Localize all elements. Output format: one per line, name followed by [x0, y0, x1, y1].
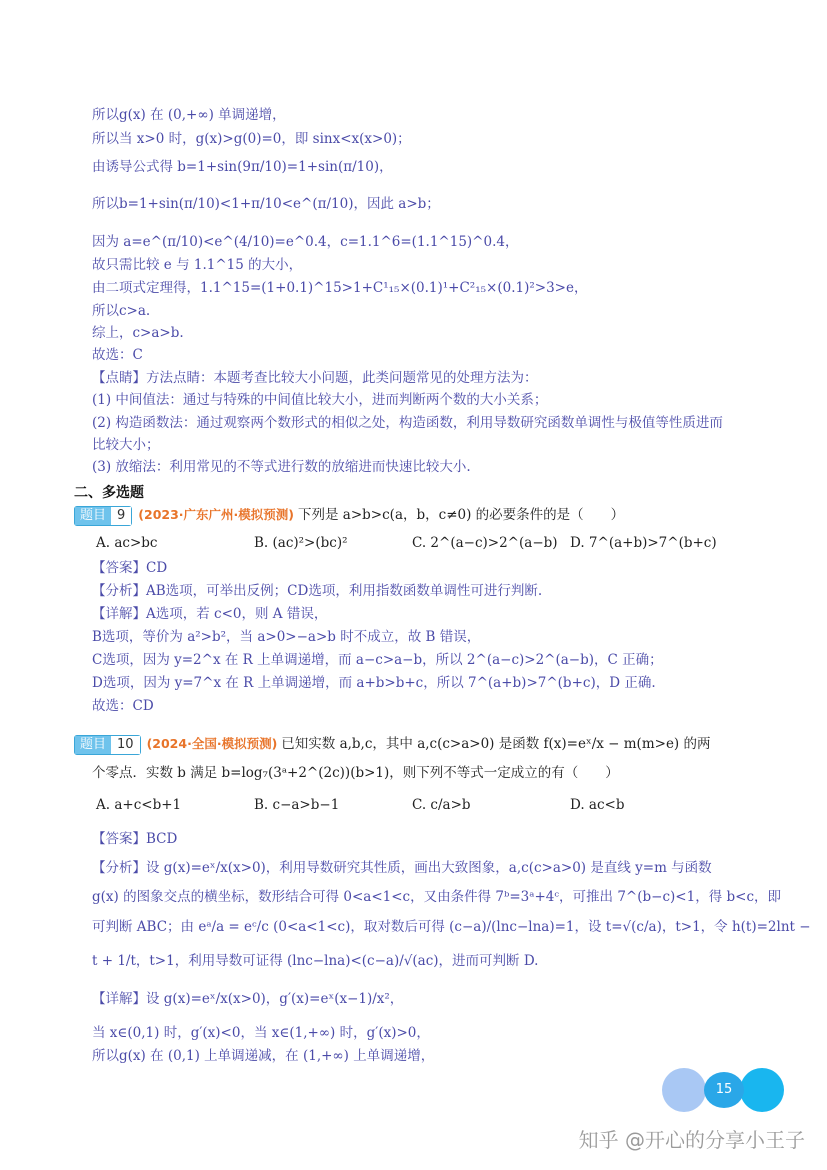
solution-line: 故只需比较 e 与 1.1^15 的大小， — [92, 257, 303, 273]
answer-line: 【答案】BCD — [92, 831, 178, 847]
solution-line: 因为 a=e^(π/10)<e^(4/10)=e^0.4，c=1.1^6=(1.1^15)^0.4， — [92, 234, 519, 250]
solution-line: 由诱导公式得 b=1+sin(9π/10)=1+sin(π/10)， — [92, 159, 393, 175]
solution-line: (1) 中间值法：通过与特殊的中间值比较大小，进而判断两个数的大小关系； — [92, 392, 548, 408]
solution-line: 【点睛】方法点睛：本题考查比较大小问题，此类问题常见的处理方法为： — [92, 370, 538, 386]
detail-line: 【详解】A选项，若 c<0，则 A 错误， — [92, 606, 328, 622]
analysis-line: g(x) 的图象交点的横坐标，数形结合可得 0<a<1<c，又由条件得 7ᵇ=3ᵃ+4ᶜ，可推出 7^(b−c)<1，得 b<c，即 — [92, 889, 782, 905]
solution-line: 所以g(x) 在 (0,+∞) 单调递增， — [92, 107, 286, 123]
question-text-line2: 个零点．实数 b 满足 b=log₇(3ᵃ+2^(2c))(b>1)，则下列不等式一定成立的有（ ） — [92, 765, 619, 781]
question-10-stem — [74, 734, 767, 755]
detail-line: 【详解】设 g(x)=eˣ/x(x>0)，g′(x)=eˣ(x−1)/x²， — [92, 991, 404, 1007]
analysis-line: t + 1/t，t>1，利用导数可证得 (lnc−lna)<(c−a)/√(ac)，进而可判断 D. — [92, 953, 539, 969]
solution-line: (3) 放缩法：利用常见的不等式进行数的放缩进而快速比较大小. — [92, 459, 471, 475]
option-c: C. 2^(a−c)>2^(a−b) — [412, 535, 558, 551]
solution-line: 所以c>a. — [92, 303, 151, 319]
option-a: A. ac>bc — [96, 535, 158, 551]
section-title: 二、多选题 — [74, 485, 144, 501]
solution-line: 由二项式定理得，1.1^15=(1+0.1)^15>1+C¹₁₅×(0.1)¹+C²₁₅×(0.1)²>3>e， — [92, 280, 588, 296]
detail-line: C选项，因为 y=2^x 在 R 上单调递增，而 a−c>a−b，所以 2^(a−c)>2^(a−b)，C 正确； — [92, 652, 663, 668]
option-a: A. a+c<b+1 — [96, 797, 182, 813]
option-b: B. (ac)²>(bc)² — [254, 535, 348, 551]
answer-line: 【答案】CD — [92, 560, 168, 576]
watermark: 知乎 @开心的分享小王子 — [578, 1128, 805, 1152]
solution-line: 故选：C — [92, 347, 143, 363]
solution-line: 综上，c>a>b. — [92, 325, 184, 341]
solution-line: 所以当 x>0 时，g(x)>g(0)=0，即 sinx<x(x>0)； — [92, 131, 411, 147]
detail-line: 当 x∈(0,1) 时，g′(x)<0，当 x∈(1,+∞) 时，g′(x)>0， — [92, 1025, 430, 1041]
analysis-line: 【分析】AB选项，可举出反例；CD选项，利用指数函数单调性可进行判断. — [92, 583, 543, 599]
question-text: 下列是 a>b>c(a，b，c≠0) 的必要条件的是（ ） — [298, 507, 625, 523]
detail-line: 所以g(x) 在 (0,1) 上单调递减，在 (1,+∞) 上单调递增， — [92, 1048, 435, 1064]
question-tag: 题目 9 — [74, 506, 132, 526]
solution-line: 所以b=1+sin(π/10)<1+π/10<e^(π/10)，因此 a>b； — [92, 196, 440, 212]
question-source: (2024·全国·模拟预测) — [146, 736, 278, 751]
question-9-stem — [74, 505, 767, 526]
detail-line: B选项，等价为 a²>b²，当 a>0>−a>b 时不成立，故 B 错误， — [92, 629, 481, 645]
question-tag: 题目 10 — [74, 735, 141, 755]
solution-line: (2) 构造函数法：通过观察两个数形式的相似之处，构造函数，利用导数研究函数单调性与极值等性质进而 — [92, 415, 723, 431]
option-d: D. ac<b — [570, 797, 625, 813]
page-number: 15 — [704, 1072, 744, 1108]
decor-circle — [662, 1068, 706, 1112]
analysis-line: 可判断 ABC；由 eᵃ/a = eᶜ/c (0<a<1<c)，取对数后可得 (c−a)/(lnc−lna)=1，设 t=√(c/a)，t>1，令 h(t)=2lnt − — [92, 919, 811, 935]
option-c: C. c/a>b — [412, 797, 471, 813]
option-d: D. 7^(a+b)>7^(b+c) — [570, 535, 717, 551]
decor-circle — [740, 1068, 784, 1112]
analysis-line: 【分析】设 g(x)=eˣ/x(x>0)，利用导数研究其性质，画出大致图象，a,c(c>a>0) 是直线 y=m 与函数 — [92, 860, 712, 876]
question-text: 已知实数 a,b,c，其中 a,c(c>a>0) 是函数 f(x)=eˣ/x − m(m>e) 的两 — [281, 736, 711, 752]
solution-line: 比较大小； — [92, 437, 160, 453]
option-b: B. c−a>b−1 — [254, 797, 340, 813]
detail-line: D选项，因为 y=7^x 在 R 上单调递增，而 a+b>b+c，所以 7^(a+b)>7^(b+c)，D 正确. — [92, 675, 656, 691]
question-source: (2023·广东广州·模拟预测) — [138, 507, 295, 522]
detail-line: 故选：CD — [92, 698, 154, 714]
